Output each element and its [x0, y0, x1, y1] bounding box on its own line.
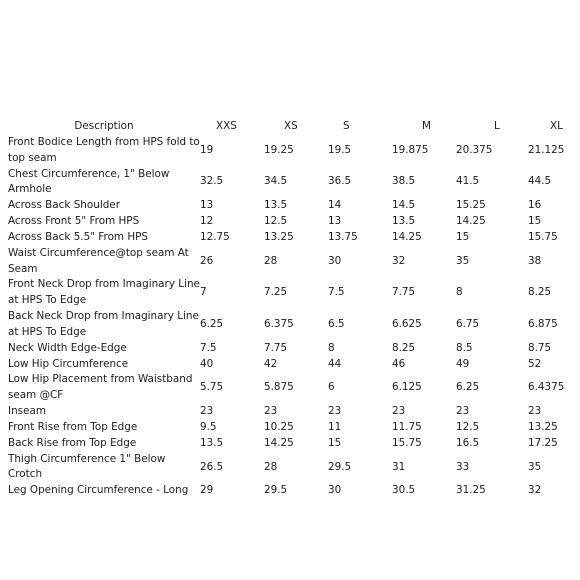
row-value: 19.5 — [328, 143, 352, 156]
row-value: 40 — [200, 357, 214, 370]
row-value: 33 — [456, 460, 470, 473]
row-value: 36.5 — [328, 175, 352, 188]
table-row — [8, 404, 574, 420]
table-row — [8, 436, 574, 452]
row-description: Thigh Circumference 1" Below Crotch — [8, 452, 166, 481]
row-value: 13.5 — [264, 199, 288, 212]
row-value: 29.5 — [264, 484, 288, 497]
row-value: 8.25 — [528, 286, 552, 299]
row-value: 13.75 — [328, 231, 358, 244]
header-size-xs: XS — [284, 119, 298, 132]
size-chart-table — [8, 118, 574, 499]
row-value: 23 — [456, 405, 470, 418]
row-value: 35 — [456, 254, 470, 267]
row-value: 28 — [264, 460, 278, 473]
row-value: 21.125 — [528, 143, 565, 156]
row-value: 44.5 — [528, 175, 552, 188]
row-value: 15.25 — [456, 199, 486, 212]
header-size-l: L — [494, 119, 500, 132]
row-value: 6.125 — [392, 381, 422, 394]
row-value: 38 — [528, 254, 542, 267]
row-description: Inseam — [8, 405, 46, 418]
row-value: 6.875 — [528, 317, 558, 330]
row-value: 14 — [328, 199, 342, 212]
row-value: 14.5 — [392, 199, 416, 212]
row-value: 11 — [328, 420, 342, 433]
table-row — [8, 483, 574, 499]
row-value: 12 — [200, 215, 214, 228]
row-description: Back Neck Drop from Imaginary Line at HPS To Edge — [8, 310, 199, 338]
row-value: 19 — [200, 143, 214, 156]
row-value: 6.25 — [456, 381, 480, 394]
row-value: 29.5 — [328, 460, 352, 473]
table-row — [8, 198, 574, 214]
row-value: 17.25 — [528, 436, 558, 449]
row-value: 7.75 — [264, 341, 288, 354]
row-value: 12.5 — [456, 420, 480, 433]
header-size-xxs: XXS — [216, 119, 237, 132]
row-value: 38.5 — [392, 175, 416, 188]
row-value: 9.5 — [200, 420, 217, 433]
row-description: Leg Opening Circumference - Long — [8, 484, 189, 497]
row-value: 32 — [528, 484, 542, 497]
row-value: 28 — [264, 254, 278, 267]
row-value: 13 — [200, 199, 214, 212]
row-value: 6.4375 — [528, 381, 565, 394]
row-value: 15 — [528, 215, 542, 228]
table-body — [8, 135, 574, 499]
row-description: Waist Circumference@top seam At Seam — [8, 246, 189, 275]
table-row — [8, 230, 574, 246]
row-value: 6.5 — [328, 317, 345, 330]
row-value: 23 — [200, 405, 214, 418]
table-row — [8, 341, 574, 357]
row-description: Across Back Shoulder — [8, 199, 120, 212]
row-description: Front Bodice Length from HPS fold to top seam — [8, 136, 200, 164]
row-value: 30 — [328, 484, 342, 497]
row-value: 52 — [528, 357, 542, 370]
row-description: Neck Width Edge-Edge — [8, 341, 127, 354]
row-value: 13.25 — [528, 420, 558, 433]
row-value: 11.75 — [392, 420, 422, 433]
row-value: 13.25 — [264, 231, 294, 244]
row-description: Low Hip Placement from Waistband seam @CF — [8, 373, 193, 402]
row-value: 10.25 — [264, 420, 294, 433]
table-row — [8, 309, 574, 341]
row-value: 7.5 — [328, 286, 345, 299]
row-value: 7.25 — [264, 286, 288, 299]
row-value: 29 — [200, 484, 214, 497]
row-value: 35 — [528, 460, 542, 473]
row-value: 23 — [392, 405, 406, 418]
table-header-row — [8, 118, 574, 135]
row-description: Low Hip Circumference — [8, 357, 129, 370]
table-row — [8, 167, 574, 199]
table-row — [8, 372, 574, 404]
row-value: 8.5 — [456, 341, 473, 354]
row-value: 32.5 — [200, 175, 224, 188]
row-value: 6.375 — [264, 317, 294, 330]
row-value: 7 — [200, 286, 207, 299]
row-value: 23 — [528, 405, 542, 418]
row-value: 26.5 — [200, 460, 224, 473]
table-row — [8, 277, 574, 309]
table-row — [8, 135, 574, 167]
row-value: 8 — [328, 341, 335, 354]
row-value: 19.875 — [392, 143, 429, 156]
row-value: 12.75 — [200, 231, 230, 244]
row-value: 14.25 — [392, 231, 422, 244]
row-value: 42 — [264, 357, 278, 370]
row-value: 5.75 — [200, 381, 224, 394]
row-value: 32 — [392, 254, 406, 267]
row-value: 8.25 — [392, 341, 416, 354]
header-description: Description — [74, 119, 134, 132]
row-value: 15 — [328, 436, 342, 449]
row-value: 13 — [328, 215, 342, 228]
row-value: 8 — [456, 286, 463, 299]
row-value: 23 — [328, 405, 342, 418]
row-value: 23 — [264, 405, 278, 418]
row-value: 31 — [392, 460, 406, 473]
row-value: 6.75 — [456, 317, 480, 330]
row-description: Across Back 5.5" From HPS — [8, 231, 149, 244]
row-value: 15 — [456, 231, 470, 244]
row-value: 6.25 — [200, 317, 224, 330]
table-row — [8, 246, 574, 278]
row-value: 44 — [328, 357, 342, 370]
row-value: 5.875 — [264, 381, 294, 394]
table-row — [8, 452, 574, 484]
row-description: Front Rise from Top Edge — [8, 420, 138, 433]
row-description: Front Neck Drop from Imaginary Line at HPS To Edge — [8, 278, 200, 307]
row-value: 46 — [392, 357, 406, 370]
row-value: 7.5 — [200, 341, 217, 354]
header-size-s: S — [343, 119, 350, 132]
row-value: 49 — [456, 357, 470, 370]
row-value: 16 — [528, 199, 542, 212]
row-value: 15.75 — [392, 436, 422, 449]
row-description: Across Front 5" From HPS — [8, 215, 140, 228]
row-value: 19.25 — [264, 143, 294, 156]
header-size-m: M — [422, 119, 431, 132]
row-value: 20.375 — [456, 143, 493, 156]
row-value: 12.5 — [264, 215, 288, 228]
row-value: 13.5 — [200, 436, 224, 449]
table-row — [8, 357, 574, 373]
row-description: Back Rise from Top Edge — [8, 436, 137, 449]
row-value: 6 — [328, 381, 335, 394]
row-value: 6.625 — [392, 317, 422, 330]
row-value: 34.5 — [264, 175, 288, 188]
row-value: 16.5 — [456, 436, 480, 449]
row-description: Chest Circumference, 1" Below Armhole — [8, 167, 170, 196]
row-value: 13.5 — [392, 215, 416, 228]
row-value: 15.75 — [528, 231, 558, 244]
row-value: 30 — [328, 254, 342, 267]
row-value: 26 — [200, 254, 214, 267]
table-row — [8, 214, 574, 230]
row-value: 14.25 — [264, 436, 294, 449]
row-value: 30.5 — [392, 484, 416, 497]
row-value: 31.25 — [456, 484, 486, 497]
row-value: 8.75 — [528, 341, 552, 354]
row-value: 7.75 — [392, 286, 416, 299]
table-row — [8, 420, 574, 436]
row-value: 14.25 — [456, 215, 486, 228]
header-size-xl: XL — [550, 119, 563, 132]
row-value: 41.5 — [456, 175, 480, 188]
